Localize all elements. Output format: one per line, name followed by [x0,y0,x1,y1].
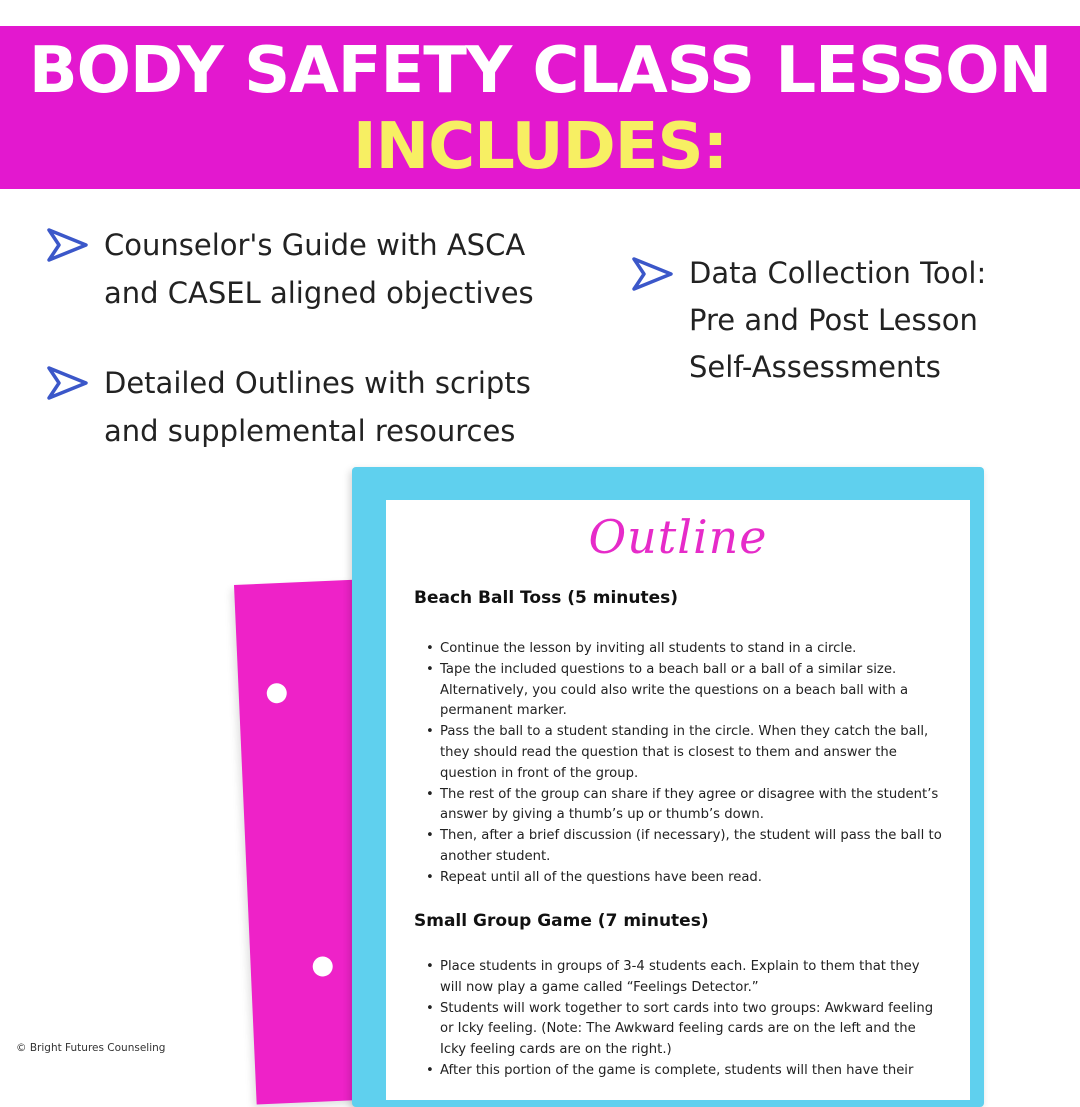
list-item: • Continue the lesson by inviting all students to stand in a circle. [426,639,946,660]
section-heading: Beach Ball Toss (5 minutes) [414,588,679,608]
section-heading: Small Group Game (7 minutes) [414,911,709,931]
binder-hole [312,956,333,977]
feature-data-collection [689,250,986,391]
list-item: • Students will work together to sort cards into two groups: Awkward feeling or Icky feeling. (Note: The Awkward feeling cards are on the left and the Icky feeling cards are on the right.) [426,999,946,1061]
list-item: • Pass the ball to a student standing in the circle. When they catch the ball, they should read the question that is closest to them and answer the question in front of the group. [426,722,946,784]
chevron-arrow-icon [46,225,90,265]
list-item: • Then, after a brief discussion (if necessary), the student will pass the ball to another student. [426,826,946,868]
feature-line: and CASEL aligned objectives [104,276,534,310]
feature-line: Counselor's Guide with ASCA [104,228,526,262]
binder-hole [266,683,287,704]
feature-line: Data Collection Tool: [689,256,987,290]
list-item: • After this portion of the game is complete, students will then have their [426,1061,946,1082]
feature-line: Detailed Outlines with scripts [104,366,531,400]
document-title: Outline [588,510,768,564]
feature-counselors-guide [104,221,534,317]
copyright-notice: © Bright Futures Counseling [16,1042,166,1054]
banner-title: BODY SAFETY CLASS LESSON [28,34,1052,108]
title-banner [0,26,1080,189]
list-item: • Repeat until all of the questions have been read. [426,868,946,889]
list-item: • Tape the included questions to a beach ball or a ball of a similar size. Alternatively, you could also write the questions on a beach ball with a permanent marker. [426,660,946,722]
feature-line: Self-Assessments [689,350,941,384]
feature-line: Pre and Post Lesson [689,303,978,337]
chevron-arrow-icon [631,254,675,294]
section-bullet-list [426,957,946,1082]
section-bullet-list [426,639,946,889]
feature-line: and supplemental resources [104,414,516,448]
banner-subtitle: INCLUDES: [352,110,728,184]
feature-detailed-outlines [104,359,531,455]
list-item: • Place students in groups of 3-4 students each. Explain to them that they will now play a game called “Feelings Detector.” [426,957,946,999]
chevron-arrow-icon [46,363,90,403]
list-item: • The rest of the group can share if they agree or disagree with the student’s answer by giving a thumb’s up or thumb’s down. [426,785,946,827]
outline-document [386,500,970,1100]
